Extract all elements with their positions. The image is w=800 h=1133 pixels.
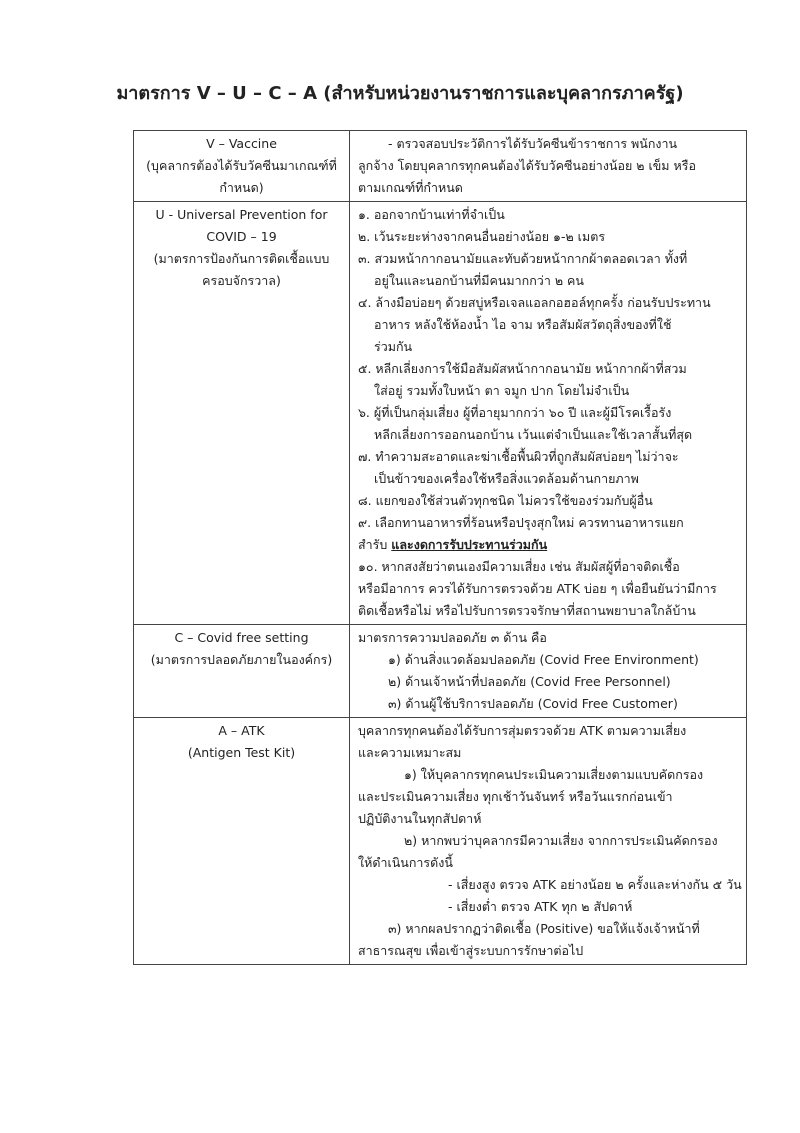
cell-line: (บุคลากรต้องได้รับวัคซีนมาเกณฑ์ที่ <box>146 158 337 173</box>
list-item: ๑. ออกจากบ้านเท่าที่จำเป็น <box>358 207 505 222</box>
measures-table <box>133 130 747 965</box>
list-item: ๘. แยกของใช้ส่วนตัวทุกชนิด ไม่ควรใช้ของร่วมกับผู้อื่น <box>358 493 653 508</box>
list-item: และความเหมาะสม <box>358 745 462 760</box>
list-item-text: สำรับ <box>358 537 388 552</box>
emphasis-text: และงดการรับประทานร่วมกัน <box>391 537 548 552</box>
list-item: ๕. หลีกเลี่ยงการใช้มือสัมผัสหน้ากากอนามัย หน้ากากผ้าที่สวม <box>358 361 687 376</box>
list-item: สาธารณสุข เพื่อเข้าสู่ระบบการรักษาต่อไป <box>358 943 584 958</box>
row-covid-free-detail <box>350 625 747 718</box>
table-row-universal <box>134 202 747 625</box>
list-item <box>358 534 738 556</box>
list-item: ๒) ด้านเจ้าหน้าที่ปลอดภัย (Covid Free Personnel) <box>388 674 671 689</box>
cell-line: (Antigen Test Kit) <box>187 745 296 760</box>
row-atk-heading <box>134 718 350 965</box>
list-item: ติดเชื้อหรือไม่ หรือไปรับการตรวจรักษาที่สถานพยาบาลใกล้บ้าน <box>358 603 696 618</box>
list-item: ให้ดำเนินการดังนี้ <box>358 855 453 870</box>
row-universal-heading <box>134 202 350 625</box>
cell-line: V – Vaccine <box>206 136 277 151</box>
list-item: ๒. เว้นระยะห่างจากคนอื่นอย่างน้อย ๑-๒ เมตร <box>358 229 606 244</box>
cell-line: ตามเกณฑ์ที่กำหนด <box>358 180 463 195</box>
list-item: ๓) หากผลปรากฏว่าติดเชื้อ (Positive) ขอให้แจ้งเจ้าหน้าที่ <box>388 921 700 936</box>
list-item: หรือมีอาการ ควรได้รับการตรวจด้วย ATK บ่อย ๆ เพื่อยืนยันว่ามีการ <box>358 581 717 596</box>
row-covid-free-heading <box>134 625 350 718</box>
list-item: อยู่ในและนอกบ้านที่มีคนมากกว่า ๒ คน <box>374 273 584 288</box>
cell-line: C – Covid free setting <box>174 630 309 645</box>
table-row-covid-free <box>134 625 747 718</box>
list-item: ๙. เลือกทานอาหารที่ร้อนหรือปรุงสุกใหม่ ควรทานอาหารแยก <box>358 515 684 530</box>
cell-line: A – ATK <box>218 723 265 738</box>
table-row-vaccine <box>134 131 747 202</box>
list-item: ๑๐. หากสงสัยว่าตนเองมีความเสี่ยง เช่น สัมผัสผู้ที่อาจติดเชื้อ <box>358 559 680 574</box>
cell-line: (มาตรการป้องกันการติดเชื้อแบบ <box>153 251 330 266</box>
cell-line: ลูกจ้าง โดยบุคลากรทุกคนต้องได้รับวัคซีนอย่างน้อย ๒ เข็ม หรือ <box>358 158 696 173</box>
list-item: เป็นข้าวของเครื่องใช้หรือสิ่งแวดล้อมด้านกายภาพ <box>374 471 639 486</box>
list-item: - เสี่ยงสูง ตรวจ ATK อย่างน้อย ๒ ครั้งและห่างกัน ๕ วัน <box>448 877 742 892</box>
list-item: ๔. ล้างมือบ่อยๆ ด้วยสบู่หรือเจลแอลกอฮอล์ทุกครั้ง ก่อนรับประทาน <box>358 295 711 310</box>
list-item: และประเมินความเสี่ยง ทุกเช้าวันจันทร์ หรือวันแรกก่อนเข้า <box>358 789 673 804</box>
page-title: มาตรการ V – U – C – A (สำหรับหน่วยงานราชการและบุคลากรภาครัฐ) <box>116 83 684 104</box>
list-item: ใส่อยู่ รวมทั้งใบหน้า ตา จมูก ปาก โดยไม่จำเป็น <box>374 383 630 398</box>
list-item: ร่วมกัน <box>374 339 413 354</box>
list-item: ๓) ด้านผู้ใช้บริการปลอดภัย (Covid Free Customer) <box>388 696 678 711</box>
cell-line: COVID – 19 <box>206 229 277 244</box>
cell-line: - ตรวจสอบประวัติการได้รับวัคซีนข้าราชการ พนักงาน <box>388 136 678 151</box>
list-item: ๖. ผู้ที่เป็นกลุ่มเสี่ยง ผู้ที่อายุมากกว่า ๖๐ ปี และผู้มีโรคเรื้อรัง <box>358 405 672 420</box>
table-row-atk <box>134 718 747 965</box>
list-item: ๑) ด้านสิ่งแวดล้อมปลอดภัย (Covid Free Environment) <box>388 652 699 667</box>
cell-line: ครอบจักรวาล) <box>202 273 281 288</box>
cell-line: กำหนด) <box>219 180 264 195</box>
row-vaccine-detail <box>350 131 747 202</box>
list-item: มาตรการความปลอดภัย ๓ ด้าน คือ <box>358 630 547 645</box>
list-item: ปฏิบัติงานในทุกสัปดาห์ <box>358 811 482 826</box>
row-universal-detail <box>350 202 747 625</box>
list-item: หลีกเลี่ยงการออกนอกบ้าน เว้นแต่จำเป็นและใช้เวลาสั้นที่สุด <box>374 427 693 442</box>
list-item: ๒) หากพบว่าบุคลากรมีความเสี่ยง จากการประเมินคัดกรอง <box>404 833 718 848</box>
row-atk-detail <box>350 718 747 965</box>
list-item: ๗. ทำความสะอาดและฆ่าเชื้อพื้นผิวที่ถูกสัมผัสบ่อยๆ ไม่ว่าจะ <box>358 449 679 464</box>
list-item: ๑) ให้บุคลากรทุกคนประเมินความเสี่ยงตามแบบคัดกรอง <box>404 767 704 782</box>
list-item: บุคลากรทุกคนต้องได้รับการสุ่มตรวจด้วย ATK ตามความเสี่ยง <box>358 723 687 738</box>
cell-line: (มาตรการปลอดภัยภายในองค์กร) <box>150 652 333 667</box>
list-item: ๓. สวมหน้ากากอนามัยและทับด้วยหน้ากากผ้าตลอดเวลา ทั้งที่ <box>358 251 688 266</box>
row-vaccine-heading <box>134 131 350 202</box>
list-item: อาหาร หลังใช้ห้องน้ำ ไอ จาม หรือสัมผัสวัตถุสิ่งของที่ใช้ <box>374 317 672 332</box>
cell-line: U - Universal Prevention for <box>155 207 328 222</box>
list-item: - เสี่ยงต่ำ ตรวจ ATK ทุก ๒ สัปดาห์ <box>448 899 633 914</box>
